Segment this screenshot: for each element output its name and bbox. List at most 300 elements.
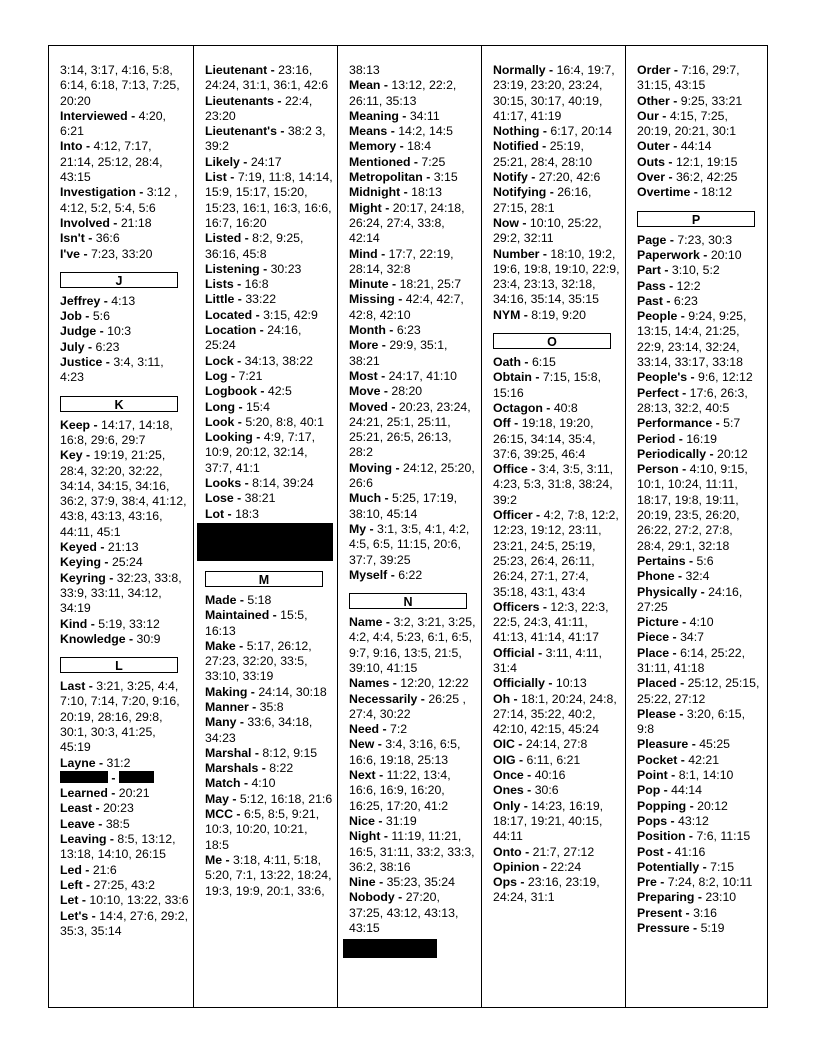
entry-separator: - (699, 859, 711, 874)
index-entry (637, 799, 763, 814)
entry-term: Off (493, 416, 511, 431)
index-entry (60, 679, 189, 755)
index-entry (349, 875, 477, 890)
entry-term: Myself (349, 567, 388, 582)
index-entry (637, 615, 763, 630)
entry-references: 41:16 (674, 844, 706, 859)
entry-term: Moving (349, 460, 393, 475)
entry-references: 10:3 (107, 324, 132, 339)
entry-references: 40:16 (534, 768, 566, 783)
entry-references: 36:2, 42:25 (675, 170, 738, 185)
entry-term: Make (205, 638, 236, 653)
entry-term: Pop (637, 783, 661, 798)
entry-references: 17:6, 26:3, 28:13, 32:2, 40:5 (637, 385, 748, 415)
index-entry (349, 201, 477, 247)
entry-references: 6:23 (95, 339, 120, 354)
index-entry (349, 737, 477, 768)
entry-separator: - (523, 783, 535, 798)
entry-references: 3:16 (693, 905, 717, 920)
entry-references: 11:19, 11:21, 16:5, 31:11, 33:2, 33:3, 36:2, 38:16 (349, 829, 475, 874)
entry-separator: - (387, 124, 399, 139)
entry-term: Missing (349, 292, 395, 307)
index-entry (205, 323, 333, 354)
index-entry (349, 292, 477, 323)
index-entry (349, 400, 477, 461)
entry-separator: - (514, 737, 526, 752)
entry-term: Midnight (349, 185, 401, 200)
entry-term: Preparing (637, 890, 695, 905)
index-entry (493, 462, 621, 508)
entry-separator: - (101, 555, 112, 570)
entry-term: Listening (205, 261, 260, 276)
index-entry (493, 370, 621, 401)
entry-separator: - (236, 715, 248, 730)
entry-term: Month (349, 323, 386, 338)
entry-references: 4:10 (251, 776, 276, 791)
entry-references: 11:22, 13:4, 16:6, 16:9, 16:20, 16:25, 17:20, 41:2 (349, 768, 451, 813)
entry-separator: - (108, 770, 119, 785)
entry-references: 20:12 (716, 446, 748, 461)
entry-term: Looking (205, 430, 253, 445)
entry-separator: - (276, 124, 288, 139)
entry-separator: - (527, 170, 539, 185)
entry-separator: - (532, 508, 544, 523)
section-heading: P (637, 211, 755, 227)
entry-term: Investigation (60, 185, 136, 200)
entry-separator: - (544, 676, 556, 691)
index-entry (493, 139, 621, 170)
index-entry (205, 308, 333, 323)
entry-term: Present (637, 905, 683, 920)
entry-term: Other (637, 93, 670, 108)
entry-term: Last (60, 679, 86, 694)
entry-term: Manner (205, 699, 249, 714)
entry-separator: - (248, 699, 260, 714)
index-entry (205, 776, 333, 791)
entry-separator: - (380, 78, 392, 93)
index-entry (349, 568, 477, 583)
entry-separator: - (380, 384, 392, 399)
entry-separator: - (686, 798, 698, 813)
entry-separator: - (669, 93, 681, 108)
entry-separator: - (381, 491, 393, 506)
entry-term: Interviewed (60, 108, 128, 123)
index-entry (637, 139, 763, 154)
entry-references: 18:3 (235, 506, 259, 521)
entry-references: 25:12, 25:15, 25:22, 27:12 (637, 676, 760, 706)
entry-term: Minute (349, 277, 389, 292)
entry-references: 3:14, 3:17, 4:16, 5:8, 6:14, 6:18, 7:13, 7:25, 20:20 (60, 63, 180, 108)
index-entry (60, 555, 189, 570)
section-heading: M (205, 571, 323, 587)
entry-separator: - (366, 521, 378, 536)
entry-references: 27:25, 43:2 (93, 877, 156, 892)
entry-term: Ops (493, 875, 517, 890)
entry-separator: - (224, 506, 236, 521)
entry-separator: - (375, 768, 387, 783)
entry-separator: - (81, 862, 93, 877)
index-entry (60, 231, 189, 246)
entry-term: Location (205, 323, 257, 338)
entry-term: Leave (60, 816, 95, 831)
entry-references: 34:7 (680, 630, 705, 645)
entry-references: 30:9 (136, 631, 161, 646)
entry-references: 13:12, 22:2, 26:11, 35:13 (349, 78, 457, 108)
entry-references: 38:13 (349, 63, 380, 77)
entry-separator: - (666, 232, 678, 247)
entry-separator: - (670, 63, 682, 77)
entry-references: 42:4, 42:7, 42:8, 42:10 (349, 292, 464, 322)
entry-separator: - (82, 448, 94, 463)
entry-references: 20:12 (697, 798, 728, 813)
index-entry (637, 462, 763, 554)
index-entry (493, 247, 621, 308)
index-entry (349, 676, 477, 691)
entry-separator: - (233, 807, 244, 822)
entry-references: 6:11, 6:21 (526, 752, 581, 767)
index-entry (493, 170, 621, 185)
entry-separator: - (531, 370, 543, 385)
entry-separator: - (388, 277, 400, 292)
redaction-box (343, 939, 437, 958)
entry-references: 24:16, 27:25 (637, 584, 743, 614)
entry-references: 3:11, 4:11, 31:4 (493, 645, 602, 675)
entry-references: 3:15, 42:9 (263, 307, 318, 322)
entry-term: Isn't (60, 231, 85, 246)
entry-references: 6:23 (673, 293, 698, 308)
index-entry (493, 308, 621, 323)
entry-references: 6:5, 8:5, 9:21, 10:3, 10:20, 10:21, 18:5 (205, 807, 320, 852)
entry-references: 10:10, 25:22, 29:2, 32:11 (493, 215, 602, 246)
entry-separator: - (545, 63, 557, 77)
index-entry (493, 401, 621, 416)
entry-term: Periodically (637, 446, 707, 461)
entry-references: 12:20, 12:22 (400, 676, 469, 691)
entry-term: Lieutenants (205, 93, 275, 108)
entry-separator: - (678, 615, 690, 630)
entry-term: Onto (493, 844, 522, 859)
redacted-entry (60, 771, 189, 786)
entry-references: 8:12, 9:15 (262, 745, 318, 760)
entry-term: Mean (349, 78, 381, 93)
entry-separator: - (251, 745, 263, 760)
entry-separator: - (712, 416, 724, 431)
entry-references: 14:23, 16:19, 18:17, 19:21, 40:15, 44:11 (493, 798, 604, 844)
entry-term: Placed (637, 676, 677, 691)
entry-references: 3:20, 6:15, 9:8 (637, 706, 746, 737)
index-entry (349, 768, 477, 814)
entry-term: Job (60, 309, 82, 324)
entry-references: 21:6 (92, 862, 117, 877)
entry-references: 3:12 , 4:12, 5:2, 5:4, 5:6 (60, 185, 178, 215)
entry-separator: - (377, 368, 389, 383)
entry-separator: - (374, 813, 386, 828)
entry-references: 22:24 (550, 859, 582, 874)
entry-separator: - (396, 139, 408, 154)
entry-term: Long (205, 399, 236, 414)
entry-term: Meaning (349, 108, 399, 123)
entry-term: More (349, 338, 379, 353)
entry-references: 7:19, 11:8, 14:14, 15:9, 15:17, 15:20, 15:23, 16:1, 16:3, 16:6, 16:7, 16:20 (205, 170, 333, 230)
entry-term: Pre (637, 875, 657, 890)
entry-term: Kind (60, 616, 88, 631)
index-entry (205, 262, 333, 277)
entry-separator: - (84, 339, 96, 354)
entry-references: 33:22 (245, 292, 277, 307)
entry-separator: - (542, 400, 554, 415)
index-entry (349, 109, 477, 124)
entry-references: 32:23, 33:8, 33:9, 33:11, 34:12, 34:19 (60, 570, 182, 616)
entry-term: Only (493, 798, 521, 813)
entry-term: July (60, 339, 85, 354)
entry-term: Pleasure (637, 737, 689, 752)
index-entry (637, 676, 763, 707)
entry-references: 12:3, 22:3, 22:5, 24:3, 41:11, 41:13, 41:14, 41:17 (493, 599, 609, 645)
index-entry (60, 801, 189, 816)
index-entry (60, 878, 189, 893)
entry-separator: - (239, 154, 251, 169)
entry-term: Led (60, 862, 82, 877)
index-entry (493, 63, 621, 124)
entry-term: Logbook (205, 384, 257, 399)
entry-references: 35:8 (259, 699, 284, 714)
entry-separator: - (102, 355, 114, 370)
entry-separator: - (669, 139, 681, 154)
entry-references: 31:2 (106, 755, 131, 770)
index-entry (637, 248, 763, 263)
entry-separator: - (387, 567, 399, 582)
entry-separator: - (82, 877, 94, 892)
entry-term: OIC (493, 737, 515, 752)
entry-term: Overtime (637, 185, 691, 200)
entry-separator: - (685, 553, 697, 568)
entry-references: 9:25, 33:21 (680, 93, 743, 108)
word-index-table (48, 45, 768, 1008)
entry-term: Ones (493, 783, 524, 798)
entry-separator: - (422, 170, 434, 185)
entry-references: 27:20, 42:6 (538, 170, 601, 185)
entry-references: 6:17, 20:14 (550, 124, 612, 139)
index-entry (205, 608, 333, 639)
entry-separator: - (258, 761, 270, 776)
entry-references: 31:19 (385, 813, 417, 828)
index-entry (60, 340, 189, 355)
index-entry (205, 124, 333, 155)
index-entry (205, 155, 333, 170)
entry-term: Most (349, 368, 378, 383)
entry-references: 5:20, 8:8, 40:1 (245, 414, 324, 429)
index-entry (349, 829, 477, 875)
entry-separator: - (235, 638, 247, 653)
entry-separator: - (227, 368, 239, 383)
entry-term: Place (637, 645, 670, 660)
entry-separator: - (241, 476, 253, 491)
index-entry (349, 185, 477, 200)
entry-separator: - (660, 263, 672, 278)
entry-separator: - (394, 890, 406, 905)
entry-separator: - (662, 293, 674, 308)
index-entry (493, 355, 621, 370)
entry-references: 44:14 (680, 139, 712, 154)
entry-term: Potentially (637, 859, 700, 874)
index-entry (637, 569, 763, 584)
entry-term: OIG (493, 752, 516, 767)
entry-separator: - (100, 293, 112, 308)
entry-term: Leaving (60, 832, 107, 847)
entry-term: Now (493, 215, 519, 230)
index-entry (637, 263, 763, 278)
entry-separator: - (697, 584, 709, 599)
index-entry (349, 247, 477, 278)
entry-term: Much (349, 491, 382, 506)
entry-separator: - (675, 431, 687, 446)
entry-references: 10:13 (555, 676, 587, 691)
entry-separator: - (527, 462, 539, 477)
entry-term: Located (205, 307, 253, 322)
entry-separator: - (521, 844, 533, 859)
entry-separator: - (88, 908, 100, 923)
entry-references: 19:19, 21:25, 28:4, 32:20, 32:22, 34:14, 34:15, 34:16, 36:2, 37:9, 38:4, 41:12, 43:8, 43:13, 43:16, 44:11, 45:1 (60, 448, 187, 539)
index-entry (349, 139, 477, 154)
index-entry (205, 415, 333, 430)
entry-term: Phone (637, 569, 675, 584)
entry-separator: - (233, 277, 245, 292)
index-entry (637, 447, 763, 462)
entry-references: 22:4, 23:20 (205, 93, 313, 123)
redaction-box (60, 771, 108, 783)
entry-references: 5:6 (696, 553, 714, 568)
entry-separator: - (241, 231, 253, 246)
entry-references: 24:16, 25:24 (205, 323, 302, 353)
entry-references: 7:21 (238, 368, 263, 383)
entry-term: Made (205, 592, 237, 607)
entry-separator: - (539, 859, 551, 874)
entry-references: 3:4, 3:11, 4:23 (60, 355, 164, 385)
entry-term: Notifying (493, 185, 547, 200)
index-entry (637, 646, 763, 677)
entry-references: 42:21 (688, 752, 720, 767)
index-entry (493, 600, 621, 646)
entry-references: 36:6 (95, 231, 120, 246)
index-entry (637, 585, 763, 616)
index-entry (205, 369, 333, 384)
index-entry (60, 294, 189, 309)
entry-separator: - (377, 246, 389, 261)
entry-term: Let (60, 893, 79, 908)
entry-references: 10:10, 13:22, 33:6 (89, 893, 189, 908)
index-entry (493, 753, 621, 768)
entry-references: 15:5, 16:13 (205, 608, 308, 638)
entry-term: Perfect (637, 385, 679, 400)
entry-references: 15:4 (245, 399, 270, 414)
entry-references: 4:12, 7:17, 21:14, 25:12, 28:4, 43:15 (60, 139, 163, 185)
index-entry (637, 109, 763, 140)
entry-term: Performance (637, 416, 713, 431)
entry-separator: - (521, 355, 532, 370)
entry-references: 4:10, 9:15, 10:1, 10:24, 11:11, 18:17, 19:8, 19:11, 20:19, 23:5, 26:20, 26:22, 27:2, 27:8, 28:4, 29:1, 32:18 (637, 462, 748, 553)
entry-references: 9:24, 9:25, 13:15, 14:4, 21:25, 22:9, 23:14, 32:24, 33:14, 33:17, 33:18 (637, 309, 747, 370)
index-entry (349, 155, 477, 170)
index-entry (349, 277, 477, 292)
index-entry (637, 416, 763, 431)
entry-separator: - (387, 399, 399, 414)
entry-references: 4:20, 6:21 (60, 108, 166, 139)
entry-term: Officially (493, 676, 545, 691)
entry-separator: - (689, 921, 701, 936)
entry-term: People (637, 309, 678, 324)
entry-references: 23:16, 24:24, 31:1, 36:1, 42:6 (205, 63, 329, 93)
section-heading: K (60, 396, 178, 412)
index-entry (637, 875, 763, 890)
index-entry (637, 309, 763, 370)
index-entry (637, 737, 763, 752)
entry-references: 42:5 (267, 384, 292, 399)
index-entry (637, 94, 763, 109)
index-entry (637, 630, 763, 645)
entry-term: Our (637, 108, 659, 123)
entry-separator: - (82, 139, 94, 154)
index-entry (205, 170, 333, 231)
index-entry (637, 432, 763, 447)
entry-separator: - (379, 722, 391, 737)
entry-separator: - (546, 185, 558, 200)
entry-separator: - (382, 615, 394, 630)
index-entry (493, 783, 621, 798)
index-entry (493, 124, 621, 139)
entry-references: 5:18 (247, 592, 272, 607)
entry-separator: - (235, 399, 246, 414)
entry-references: 23:16, 23:19, 24:24, 31:1 (493, 875, 600, 905)
entry-separator: - (667, 813, 679, 828)
index-entry (493, 768, 621, 783)
index-entry (349, 63, 477, 78)
index-entry (637, 554, 763, 569)
section-heading: N (349, 593, 467, 609)
entry-references: 12:2 (676, 278, 701, 293)
entry-separator: - (677, 752, 689, 767)
entry-term: Least (60, 801, 93, 816)
entry-separator: - (96, 540, 108, 555)
entry-separator: - (226, 170, 238, 185)
index-entry (637, 783, 763, 798)
entry-term: Lists (205, 277, 234, 292)
entry-references: 27:20, 37:25, 43:12, 43:13, 43:15 (349, 890, 459, 936)
entry-separator: - (381, 200, 393, 215)
index-entry (60, 817, 189, 832)
entry-references: 7:23, 30:3 (677, 232, 733, 247)
entry-term: Lieutenant's (205, 124, 277, 139)
entry-term: Page (637, 232, 667, 247)
entry-term: Names (349, 676, 390, 691)
index-entry (60, 617, 189, 632)
entry-references: 20:23, 23:24, 24:21, 25:1, 25:11, 25:21, 26:5, 26:13, 28:2 (349, 399, 471, 460)
entry-separator: - (510, 416, 522, 431)
entry-references: 18:1, 20:24, 24:8, 27:14, 35:22, 40:2, 42:10, 42:15, 45:24 (493, 691, 617, 737)
entry-references: 3:15 (433, 170, 458, 185)
entry-separator: - (135, 185, 147, 200)
index-entry (60, 355, 189, 386)
entry-term: Position (637, 829, 686, 844)
entry-references: 7:15 (710, 859, 735, 874)
entry-separator: - (92, 801, 104, 816)
entry-references: 24:17, 41:10 (388, 368, 458, 383)
entry-term: Outs (637, 154, 666, 169)
index-entry (60, 309, 189, 324)
entry-references: 32:4 (685, 569, 710, 584)
entry-separator: - (256, 323, 268, 338)
entry-references: 6:22 (398, 567, 423, 582)
index-entry (493, 676, 621, 691)
